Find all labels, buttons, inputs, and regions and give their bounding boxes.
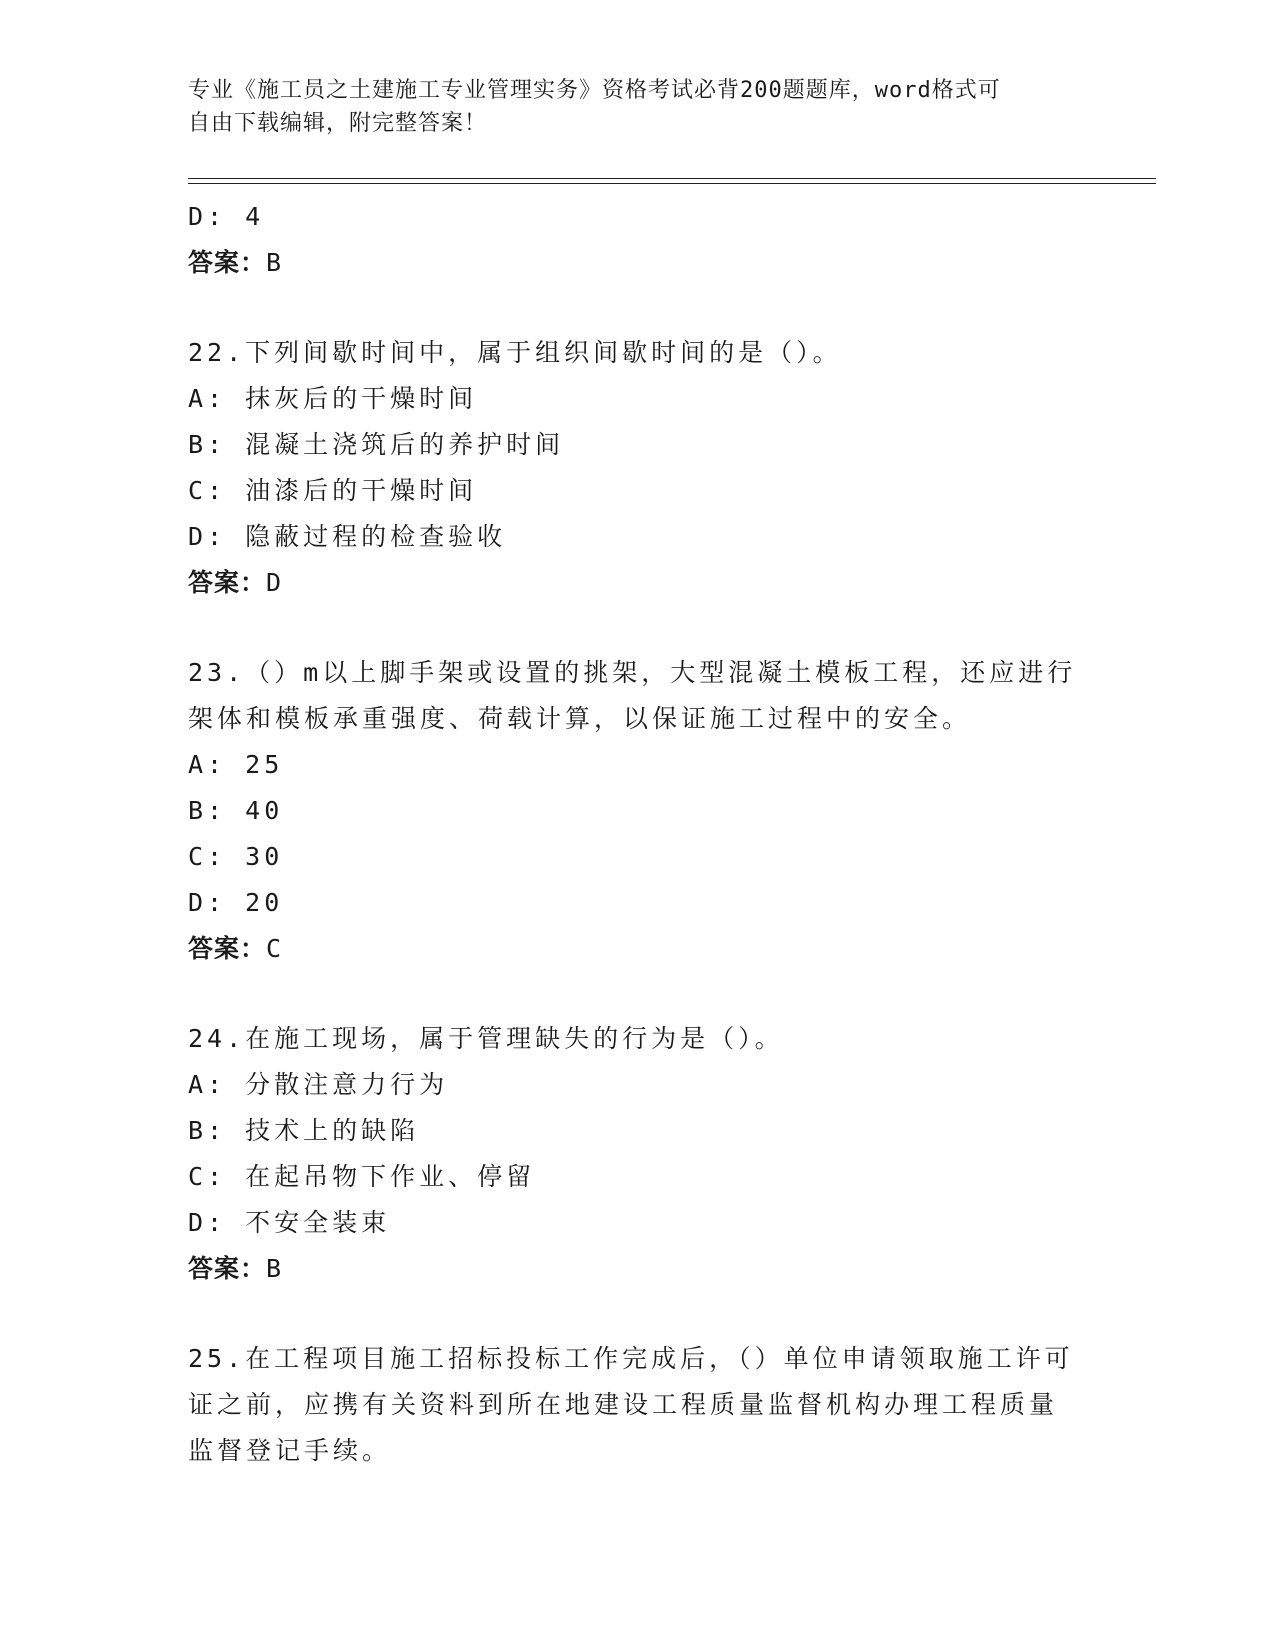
option-a: A: 25 <box>188 750 284 779</box>
question-24 <box>188 1016 1088 1292</box>
answer-label: 答案： <box>188 1254 267 1283</box>
question-list <box>188 194 1088 1474</box>
option-c: C: 在起吊物下作业、停留 <box>188 1162 536 1191</box>
question-22 <box>188 330 1088 606</box>
answer-value: B <box>266 248 283 277</box>
header-line-1: 专业《施工员之土建施工专业管理实务》资格考试必背200题题库，word格式可 <box>188 78 1001 103</box>
option-b: B: 混凝土浇筑后的养护时间 <box>188 430 565 459</box>
question-stem: 22.下列间歇时间中，属于组织间歇时间的是（）。 <box>188 338 842 367</box>
answer-label: 答案： <box>188 248 267 277</box>
question-stem: 25.在工程项目施工招标投标工作完成后，（）单位申请领取施工许可 <box>188 1344 1074 1373</box>
question-stem-cont: 证之前，应携有关资料到所在地建设工程质量监督机构办理工程质量 <box>188 1390 1059 1419</box>
question-25 <box>188 1336 1088 1474</box>
question-stem-cont: 监督登记手续。 <box>188 1436 392 1465</box>
answer-label: 答案： <box>188 934 267 963</box>
document-header <box>188 74 1068 140</box>
header-divider-bottom <box>188 183 1156 184</box>
answer-value: B <box>266 1254 283 1283</box>
option-b: B: 技术上的缺陷 <box>188 1116 420 1145</box>
answer-line <box>188 240 1088 286</box>
option-c: C: 30 <box>188 842 284 871</box>
question-stem: 24.在施工现场，属于管理缺失的行为是（）。 <box>188 1024 784 1053</box>
option-b: B: 40 <box>188 796 284 825</box>
answer-line <box>188 926 1088 972</box>
header-divider-top <box>188 178 1156 179</box>
option-a: A: 分散注意力行为 <box>188 1070 449 1099</box>
option-d: D: 隐蔽过程的检查验收 <box>188 522 507 551</box>
option-a: A: 抹灰后的干燥时间 <box>188 384 478 413</box>
header-line-2: 自由下载编辑，附完整答案！ <box>188 111 488 136</box>
answer-line <box>188 560 1088 606</box>
answer-value: D <box>266 568 283 597</box>
question-stem: 23.（）m以上脚手架或设置的挑架，大型混凝土模板工程，还应进行 <box>188 658 1077 687</box>
question-stem-cont: 架体和模板承重强度、荷载计算，以保证施工过程中的安全。 <box>188 704 972 733</box>
answer-line <box>188 1246 1088 1292</box>
option-d: D: 4 <box>188 202 265 231</box>
option-d: D: 不安全装束 <box>188 1208 391 1237</box>
question-23 <box>188 650 1088 972</box>
option-c: C: 油漆后的干燥时间 <box>188 476 478 505</box>
option-d: D: 20 <box>188 888 284 917</box>
answer-label: 答案： <box>188 568 267 597</box>
answer-value: C <box>266 934 283 963</box>
